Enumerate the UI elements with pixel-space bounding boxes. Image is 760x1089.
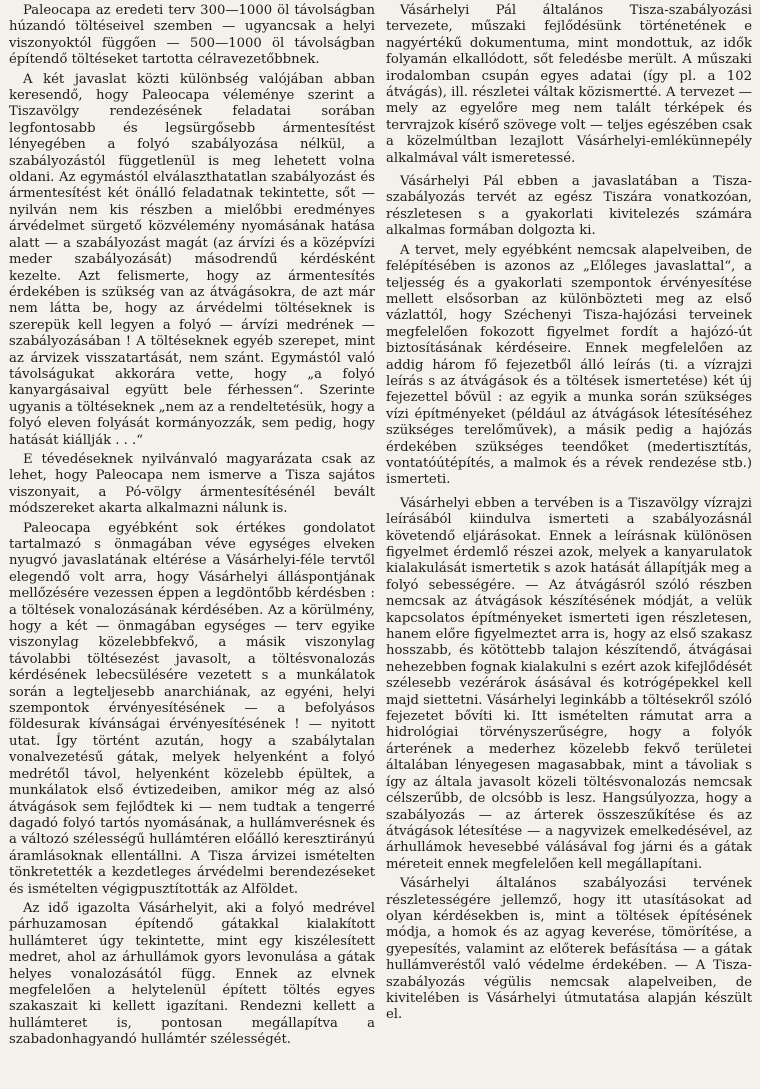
- right-text-column: [386, 3, 752, 1089]
- paragraph: Vásárhelyi ebben a tervében is a Tiszavölgy vízrajzi leírásából kiindulva ismerteti a szabályozásnál követendő eljárásokat. Ennek a leírásnak különösen figyelmet érdemlő részei azok, melyek a kanyarulatok kialakulását ismertetik s azok hatását állapítják meg a folyó sebességére. — Az átvágásról szóló részben nemcsak az átvágások készítésének módját, a velük kapcsolatos építményeket ismerteti igen részletesen, hanem előre figyelmeztet arra is, hogy az első szakasz hosszabb, és kötöttebb talajon készítendő, átvágásai nehezebben fognak kialakulni s ezért azok kifejlődését szélesebb vezérárok ásásával és kotrógépekkel kell majd siettetni. Vásárhelyi leginkább a töltésekről szóló fejezetet bővíti ki. Itt ismételten rámutat arra a hidrológiai törvényszerűségre, hogy a folyók árterének a mederhez közelebb fekvő területei általában lényegesen magasabbak, mint a távoliak s így az általa javasolt közeli töltésvonalozás nemcsak célszerűbb, de olcsóbb is lesz. Hangsúlyozza, hogy a szabályozás — az árterek összeszűkítése és az átvágások létesítése — a nagyvizek emelkedésével, az árhullámok hevesebbé válásával fog járni és a gátak méreteit ennek megfelelően kell megállapítani.: [386, 495, 752, 872]
- paragraph: Paleocapa az eredeti terv 300—1000 öl távolságban húzandó töltéseivel szemben — ugyancsak a helyi viszonyoktól függően — 500—1000 öl távolságban építendő töltéseket tartotta célravezetőbbnek.: [9, 3, 375, 68]
- paragraph: Vásárhelyi Pál ebben a javaslatában a Tisza-szabályozás tervét az egész Tiszára vonatkozóan, részletesen s a gyakorlati kivitelezés számára alkalmas formában dolgozta ki.: [386, 174, 752, 239]
- left-text-column: [9, 3, 375, 1089]
- paragraph: A tervet, mely egyébként nemcsak alapelveiben, de felépítésében is azonos az „Előleges javaslattal“, a teljesség és a gyakorlati szempontok érvényesítése mellett elsősorban az különbözteti meg az első vázlattól, hogy Széchenyi Tisza-hajózási terveinek megfelelően fokozott figyelmet fordít a hajózó-út biztosításának kérdéseire. Ennek megfelelően az addig három fő fejezetből álló leírás (ti. a vízrajzi leírás s az átvágások és a töltések ismertetése) két új fejezettel bővül : az egyik a munka során szükséges vízi építményeket (például az átvágások létesítéséhez szükséges terelőművek), a másik pedig a hajózás érdekében szükséges teendőket (medertisztítás, vontatóútépítés, a malmok és a révek rendezése stb.) ismerteti.: [386, 242, 752, 488]
- paragraph: Az idő igazolta Vásárhelyit, aki a folyó medrével párhuzamosan építendő gátakkal kialakított hullámteret úgy tekintette, mint egy kiszélesített medret, ahol az árhullámok gyors levonulása a gátak helyes vonalozásától függ. Ennek az elvnek megfelelően a helytelenül épített töltés egyes szakaszait ki kellett igazítani. Rendezni kellett a hullámteret is, pontosan megállapítva a szabadonhagyandó hullámtér szélességét.: [9, 900, 375, 1048]
- paragraph: Vásárhelyi általános szabályozási tervének részletességére jellemző, hogy itt utasításokat ad olyan kérdésekben is, mint a töltések építésének módja, a homok és az agyag keverése, tömörítése, a gyepesítés, valamint az előterek befásítása — a gátak hullámveréstől való védelme érdekében. — A Tisza-szabályozás végülis nemcsak alapelveiben, de kivitelében is Vásárhelyi útmutatása alapján készült el.: [386, 876, 752, 1023]
- paragraph: Vásárhelyi Pál általános Tisza-szabályozási tervezete, műszaki fejlődésünk történetének e nagyértékű dokumentuma, mint mondottuk, az idők folyamán elkallódott, sőt feledésbe merült. A műszaki irodalomban csupán egyes adatai (így pl. a 102 átvágás), ill. részletei váltak közismertté. A tervezet — mely az egyelőre meg nem talált térképek és tervrajzok kísérő szövege volt — teljes egészében csak a közelmúltban lezajlott Vásárhelyi-emlékünnepély alkalmával vált ismeretessé.: [386, 3, 752, 166]
- paragraph: Paleocapa egyébként sok értékes gondolatot tartalmazó s önmagában véve egységes elveken nyugvó javaslatának eltérése a Vásárhelyi-féle tervtől elegendő volt arra, hogy Vásárhelyi álláspontjának mellőzésére vezessen éppen a legdöntőbb kérdésben : a töltések vonalozásának kérdésében. Az a körülmény, hogy a két — önmagában egységes — terv egyike viszonylag közelebbfekvő, a másik viszonylag távolabbi töltésezést javasolt, a töltésvonalozás kérdésének lebecsülésére vezetett s a munkálatok során a legteljesebb anarchiának, az egyéni, helyi szempontok érvényesítésének — a befolyásos földesurak kívánságai érvényesítésének ! — nyitott utat. Így történt azután, hogy a szabálytalan vonalvezetésű gátak, melyek helyenként a folyó medrétől távol, helyenként közelebb épültek, a munkálatok első évtizedeiben, amikor még az alsó átvágások sem fejlődtek ki — nem tudtak a tengerré dagadó folyó tartós nyomásának, a hullámverésnek és a változó szélességű hullámtéren előálló keresztirányú áramlásoknak ellentállni. A Tisza árvizei ismételten tönkretették a kezdetleges árvédelmi berendezéseket és ismételten végigpusztították az Alföldet.: [9, 520, 375, 897]
- paragraph: A két javaslat közti különbség valójában abban keresendő, hogy Paleocapa véleménye szerint a Tiszavölgy rendezésének feladatai sorában legfontosabb és legsürgősebb ármentesítést lényegében a folyó szabályozása nélkül, a szabályozástól függetlenül is meg lehetett volna oldani. Az egymástól elválaszthatatlan szabályozást és ármentesítést két önálló feladatnak tekintette, sőt — nyilván nem kis részben a mielőbbi eredményes árvédelmet sürgető közvélemény nyomásának hatása alatt — a szabályozást magát (az árvízi és a középvízi meder szabályozását) másodrendű kérdésként kezelte. Azt felismerte, hogy az ármentesítés érdekében is szükség van az átvágásokra, de azt már nem látta be, hogy az árvédelmi töltéseknek is szerepük kell legyen a folyó — árvízi medrének — szabályozásában ! A töltéseknek egyéb szerepet, mint az árvizek visszatartását, nem szánt. Egymástól való távolságukat akkorára vette, hogy „a folyó kanyargásaival együtt bele férhessen“. Szerinte ugyanis a töltéseknek „nem az a rendeltetésük, hogy a folyó eleven folyását kormányozzák, sem pedig, hogy hatását kiállják . . .“: [9, 71, 375, 448]
- paragraph: E tévedéseknek nyilvánvaló magyarázata csak az lehet, hogy Paleocapa nem ismerve a Tisza sajátos viszonyait, a Pó-völgy ármentesítésénél bevált módszereket akarta alkalmazni nálunk is.: [9, 451, 375, 517]
